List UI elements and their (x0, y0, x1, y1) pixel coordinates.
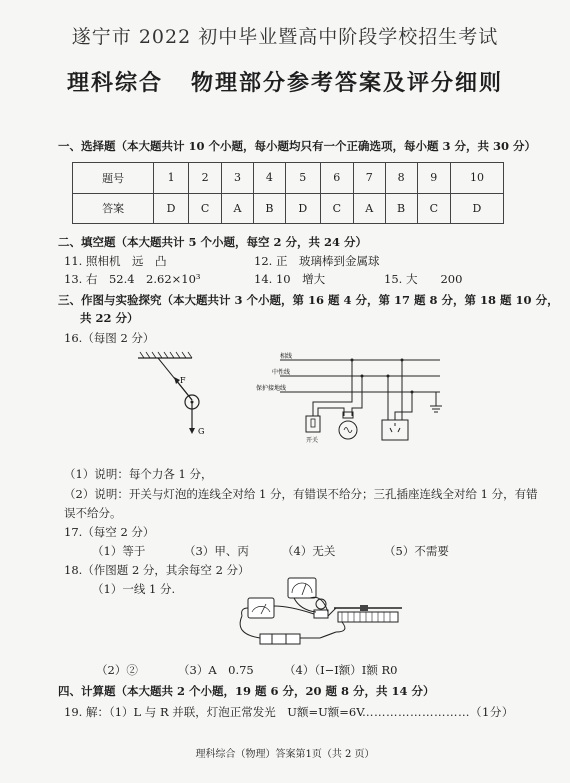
page-footer: 理科综合（物理）答案第1页（共 2 页） (195, 749, 375, 760)
force-g-label: G (198, 427, 205, 436)
q16-label: 16.（每图 2 分） (64, 331, 155, 345)
answer-q13: 13. 右 52.4 2.62×10³ (64, 272, 201, 286)
lamp-filament (344, 428, 352, 433)
table-cell: 5 (285, 163, 320, 194)
q16-note-2: （2）说明：开关与灯泡的连线全对给 1 分，有错误不给分；三孔插座连线全对给 1 分，有错 (64, 487, 538, 501)
q18-answer-2: （2）② (96, 663, 138, 677)
q16-note-2-cont: 误不给分。 (64, 506, 122, 520)
ammeter (248, 598, 274, 618)
document-heading: 物理部分参考答案及评分细则 (191, 70, 504, 96)
q18-label: 18.（作图题 2 分，其余每空 2 分） (64, 563, 250, 577)
table-cell: 7 (353, 163, 385, 194)
switch-to-lamp (318, 408, 344, 416)
q19-solution: 19. 解：（1）L 与 R 并联，灯泡正常发光 U额=U额=6V (64, 705, 365, 719)
section2-heading: 二、填空题（本大题共计 5 个小题，每空 2 分，共 24 分） (58, 235, 368, 249)
q17-answer-4: （4）无关 (282, 544, 336, 558)
row-label: 题号 (73, 163, 154, 194)
table-cell: D (285, 193, 320, 224)
table-cell: 6 (320, 163, 353, 194)
row-label: 答案 (73, 193, 154, 224)
table-cell: 3 (222, 163, 254, 194)
answer-q12: 12. 正 玻璃棒到金属球 (254, 254, 380, 268)
q17-label: 17.（每空 2 分） (64, 525, 155, 539)
answer-table (72, 162, 504, 224)
switch (320, 632, 336, 638)
table-cell: B (385, 193, 417, 224)
q18-answer-4: （4）（I−I额）I额 R0 (284, 663, 398, 677)
q19-score: ………………………（1分） (362, 705, 514, 719)
section3-heading: 三、作图与实验探究（本大题共计 3 个小题，第 16 题 4 分，第 17 题 8 分，第 18 题 10 分， (58, 293, 559, 307)
battery-box (260, 634, 300, 644)
lamp-to-neutral (352, 376, 362, 416)
socket-ground-lead (395, 392, 412, 420)
section1-heading: 一、选择题（本大题共计 10 个小题，每小题均只有一个正确选项，每小题 3 分，共 30 分） (58, 139, 537, 153)
force-f-label: F (180, 376, 186, 385)
table-cell: C (188, 193, 221, 224)
subject-label: 理科综合 (66, 70, 163, 96)
table-row (73, 193, 504, 224)
table-cell: 10 (450, 163, 503, 194)
table-cell: C (320, 193, 353, 224)
table-cell: 2 (188, 163, 221, 194)
answer-q14: 14. 10 增大 (254, 272, 326, 286)
table-cell: 9 (417, 163, 450, 194)
table-cell: D (154, 193, 189, 224)
q17-answer-5: （5）不需要 (384, 544, 449, 558)
section3-heading-cont: 共 22 分） (80, 311, 139, 325)
table-cell: C (417, 193, 450, 224)
section4-heading: 四、计算题（本大题共 2 个小题，19 题 6 分，20 题 8 分，共 14 分） (58, 684, 435, 698)
q16-figures (130, 350, 450, 462)
exam-title: 遂宁市 2022 初中毕业暨高中阶段学校招生考试 (71, 26, 499, 48)
answer-q15: 15. 大 200 (384, 272, 463, 286)
table-cell: 1 (154, 163, 189, 194)
table-cell: 8 (385, 163, 417, 194)
switch-box (306, 416, 320, 432)
document-title (0, 66, 570, 97)
table-row (73, 163, 504, 194)
neutral-wire-label: 中性线 (272, 369, 291, 376)
q18-answer-3: （3）A 0.75 (178, 663, 254, 677)
gravity-arrowhead (189, 428, 195, 434)
live-wire-label: 相线 (280, 353, 293, 360)
q17-answer-1: （1）等于 (92, 544, 146, 558)
switch-label: 开关 (306, 437, 319, 444)
ceiling-hatch (140, 352, 192, 358)
q18-answer-1: （1）一线 1 分. (92, 582, 176, 596)
q16-note-1: （1）说明：每个力各 1 分， (64, 467, 213, 481)
q17-answer-3: （3）甲、丙 (184, 544, 249, 558)
table-cell: A (353, 193, 385, 224)
ground-wire-label: 保护接地线 (256, 385, 287, 392)
table-cell: 4 (253, 163, 285, 194)
table-cell: D (450, 193, 503, 224)
rheostat (338, 612, 398, 622)
table-cell: A (222, 193, 254, 224)
lamp-holder (314, 610, 328, 618)
q18-circuit-figure (230, 576, 410, 648)
table-cell: B (253, 193, 285, 224)
answer-q11: 11. 照相机 远 凸 (64, 254, 167, 268)
